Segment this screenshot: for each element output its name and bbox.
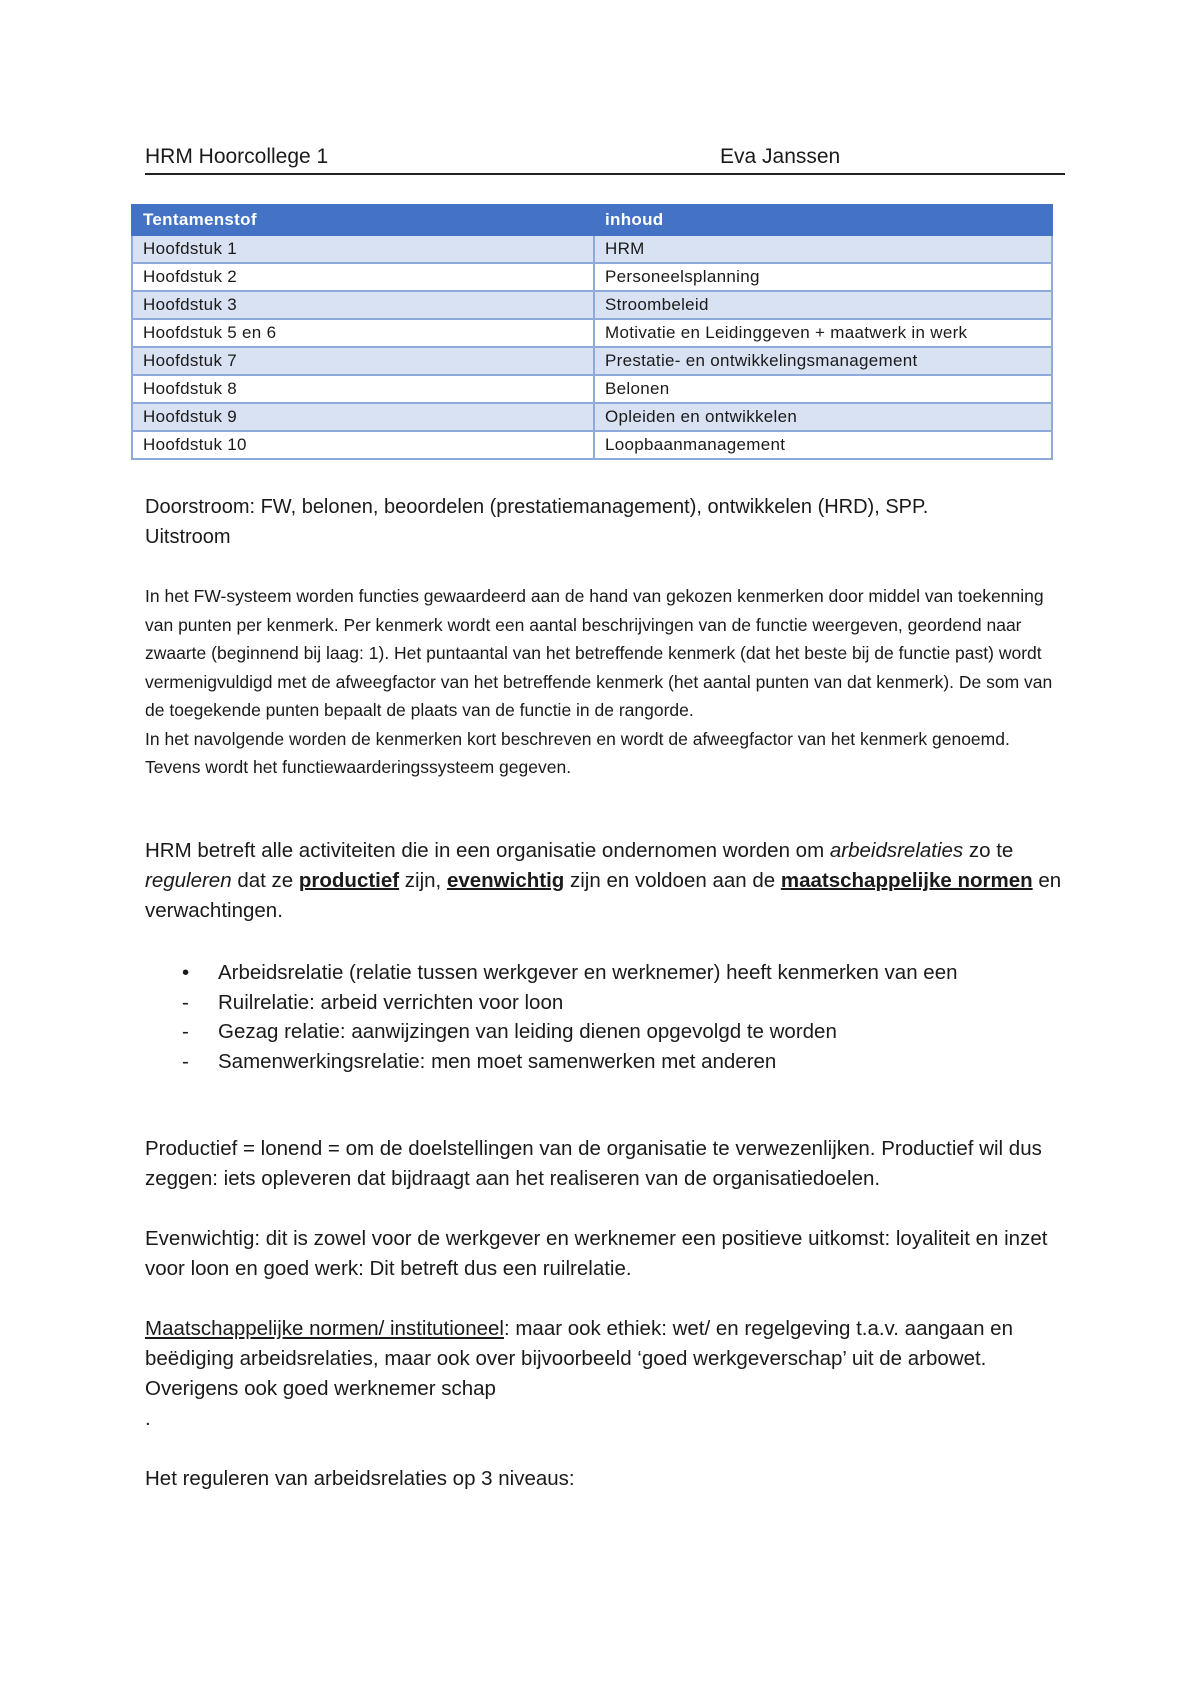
- table-cell: Belonen: [594, 375, 1052, 403]
- flow-summary: [145, 492, 1065, 552]
- body-text: In het navolgende worden de kenmerken kort beschreven en wordt de afweegfactor van het kenmerk genoemd. Tevens wordt het functiewaarderingssysteem gegeven.: [145, 728, 1010, 777]
- table-row: [132, 263, 1052, 291]
- bullet-marker: -: [182, 990, 189, 1014]
- hrm-emphasis: reguleren: [145, 869, 232, 892]
- stray-period: .: [145, 1407, 151, 1430]
- list-item: [145, 988, 958, 1018]
- table-cell: Hoofdstuk 5 en 6: [132, 319, 594, 347]
- hrm-text: HRM betreft alle activiteiten die in een organisatie ondernomen worden om: [145, 839, 830, 862]
- table-cell: Loopbaanmanagement: [594, 431, 1052, 459]
- list-item-text: Ruilrelatie: arbeid verrichten voor loon: [218, 990, 564, 1014]
- list-item-text: Gezag relatie: aanwijzingen van leiding dienen opgevolgd te worden: [218, 1020, 837, 1043]
- table-row: [132, 291, 1052, 319]
- table-cell: Hoofdstuk 8: [132, 375, 594, 403]
- hrm-emphasis: arbeidsrelaties: [829, 839, 964, 862]
- list-item: [145, 1017, 958, 1047]
- table-cell: Hoofdstuk 2: [132, 263, 594, 291]
- flow-summary-line: Doorstroom: FW, belonen, beoordelen (prestatiemanagement), ontwikkelen (HRD), SPP.: [145, 496, 929, 518]
- hrm-key-term: maatschappelijke normen: [780, 869, 1033, 892]
- evenwichtig-paragraph: Evenwichtig: dit is zowel voor de werkgever en werknemer een positieve uitkomst: loyaliteit en inzet voor loon en goed werk: Dit betreft dus een ruilrelatie.: [145, 1227, 1048, 1280]
- table-header-cell: inhoud: [594, 205, 1052, 235]
- table-header-cell: Tentamenstof: [132, 205, 594, 235]
- body-text: In het FW-systeem worden functies gewaardeerd aan de hand van gekozen kenmerken door middel van toekenning van punten per kenmerk. Per kenmerk wordt een aantal beschrijvingen van de functie weergeven, geordend naar zwaarte (beginnend bij laag: 1). Het puntaantal van het betreffende kenmerk (dat het beste bij de functie past) wordt vermenigvuldigd met de afweegfactor van het betreffende kenmerk (het aantal punten van dat kenmerk). De som van de toegekende punten bepaalt de plaats van de functie in de rangorde.: [145, 586, 1053, 720]
- table-row: [132, 403, 1052, 431]
- table-cell: Prestatie- en ontwikkelingsmanagement: [594, 347, 1052, 375]
- table-header-row: [132, 205, 1052, 235]
- table-cell: Opleiden en ontwikkelen: [594, 403, 1052, 431]
- bullet-marker: -: [182, 1049, 189, 1073]
- bullet-marker: •: [182, 961, 190, 984]
- hrm-text: en verwachtingen.: [145, 869, 1062, 922]
- hrm-text: dat ze: [231, 869, 299, 892]
- hrm-text: zo te: [963, 839, 1014, 862]
- document-title: HRM Hoorcollege 1: [145, 145, 329, 168]
- hrm-key-term: productief: [298, 869, 400, 892]
- table-row: [132, 431, 1052, 459]
- table-row: [132, 347, 1052, 375]
- fw-system-paragraph: [145, 582, 1065, 782]
- hrm-definition: [145, 836, 1065, 926]
- page-header: [145, 143, 1065, 175]
- maatschappelijk-paragraph: [145, 1314, 1065, 1404]
- table-row: [132, 235, 1052, 263]
- bullet-marker: -: [182, 1020, 189, 1043]
- table-cell: Hoofdstuk 3: [132, 291, 594, 319]
- table-cell: Motivatie en Leidinggeven + maatwerk in werk: [594, 319, 1052, 347]
- flow-summary-line: Uitstroom: [145, 526, 231, 548]
- table-cell: Hoofdstuk 9: [132, 403, 594, 431]
- hrm-key-term: evenwichtig: [446, 869, 565, 892]
- table-row: [132, 319, 1052, 347]
- table-cell: HRM: [594, 235, 1052, 263]
- list-item: [145, 958, 958, 988]
- table-cell: Hoofdstuk 10: [132, 431, 594, 459]
- maatschappelijk-text: : maar ook ethiek: wet/ en regelgeving t.a.v. aangaan en beëdiging arbeidsrelaties, maar ook over bijvoorbeeld ‘goed werkgeverschap’ uit de arbowet. Overigens ook goed werknemer schap: [145, 1317, 1013, 1400]
- list-item-text: Samenwerkingsrelatie: men moet samenwerken met anderen: [218, 1049, 777, 1073]
- exam-material-table: [131, 204, 1053, 460]
- hrm-text: zijn en voldoen aan de: [564, 869, 781, 892]
- table-cell: Hoofdstuk 1: [132, 235, 594, 263]
- relation-list: [145, 958, 958, 1076]
- table-cell: Hoofdstuk 7: [132, 347, 594, 375]
- productief-paragraph: Productief = lonend = om de doelstellingen van de organisatie te verwezenlijken. Productief wil dus zeggen: iets opleveren dat bijdraagt aan het realiseren van de organisatiedoelen.: [145, 1137, 1042, 1190]
- table-cell: Stroombeleid: [594, 291, 1052, 319]
- niveaus-heading: Het reguleren van arbeidsrelaties op 3 niveaus:: [145, 1467, 575, 1490]
- table-row: [132, 375, 1052, 403]
- document-author: Eva Janssen: [720, 145, 841, 168]
- hrm-text: zijn,: [399, 869, 447, 892]
- table-cell: Personeelsplanning: [594, 263, 1052, 291]
- list-item-text: Arbeidsrelatie (relatie tussen werkgever en werknemer) heeft kenmerken van een: [218, 961, 958, 984]
- maatschappelijk-term: Maatschappelijke normen/ institutioneel: [145, 1317, 504, 1340]
- list-item: [145, 1047, 958, 1077]
